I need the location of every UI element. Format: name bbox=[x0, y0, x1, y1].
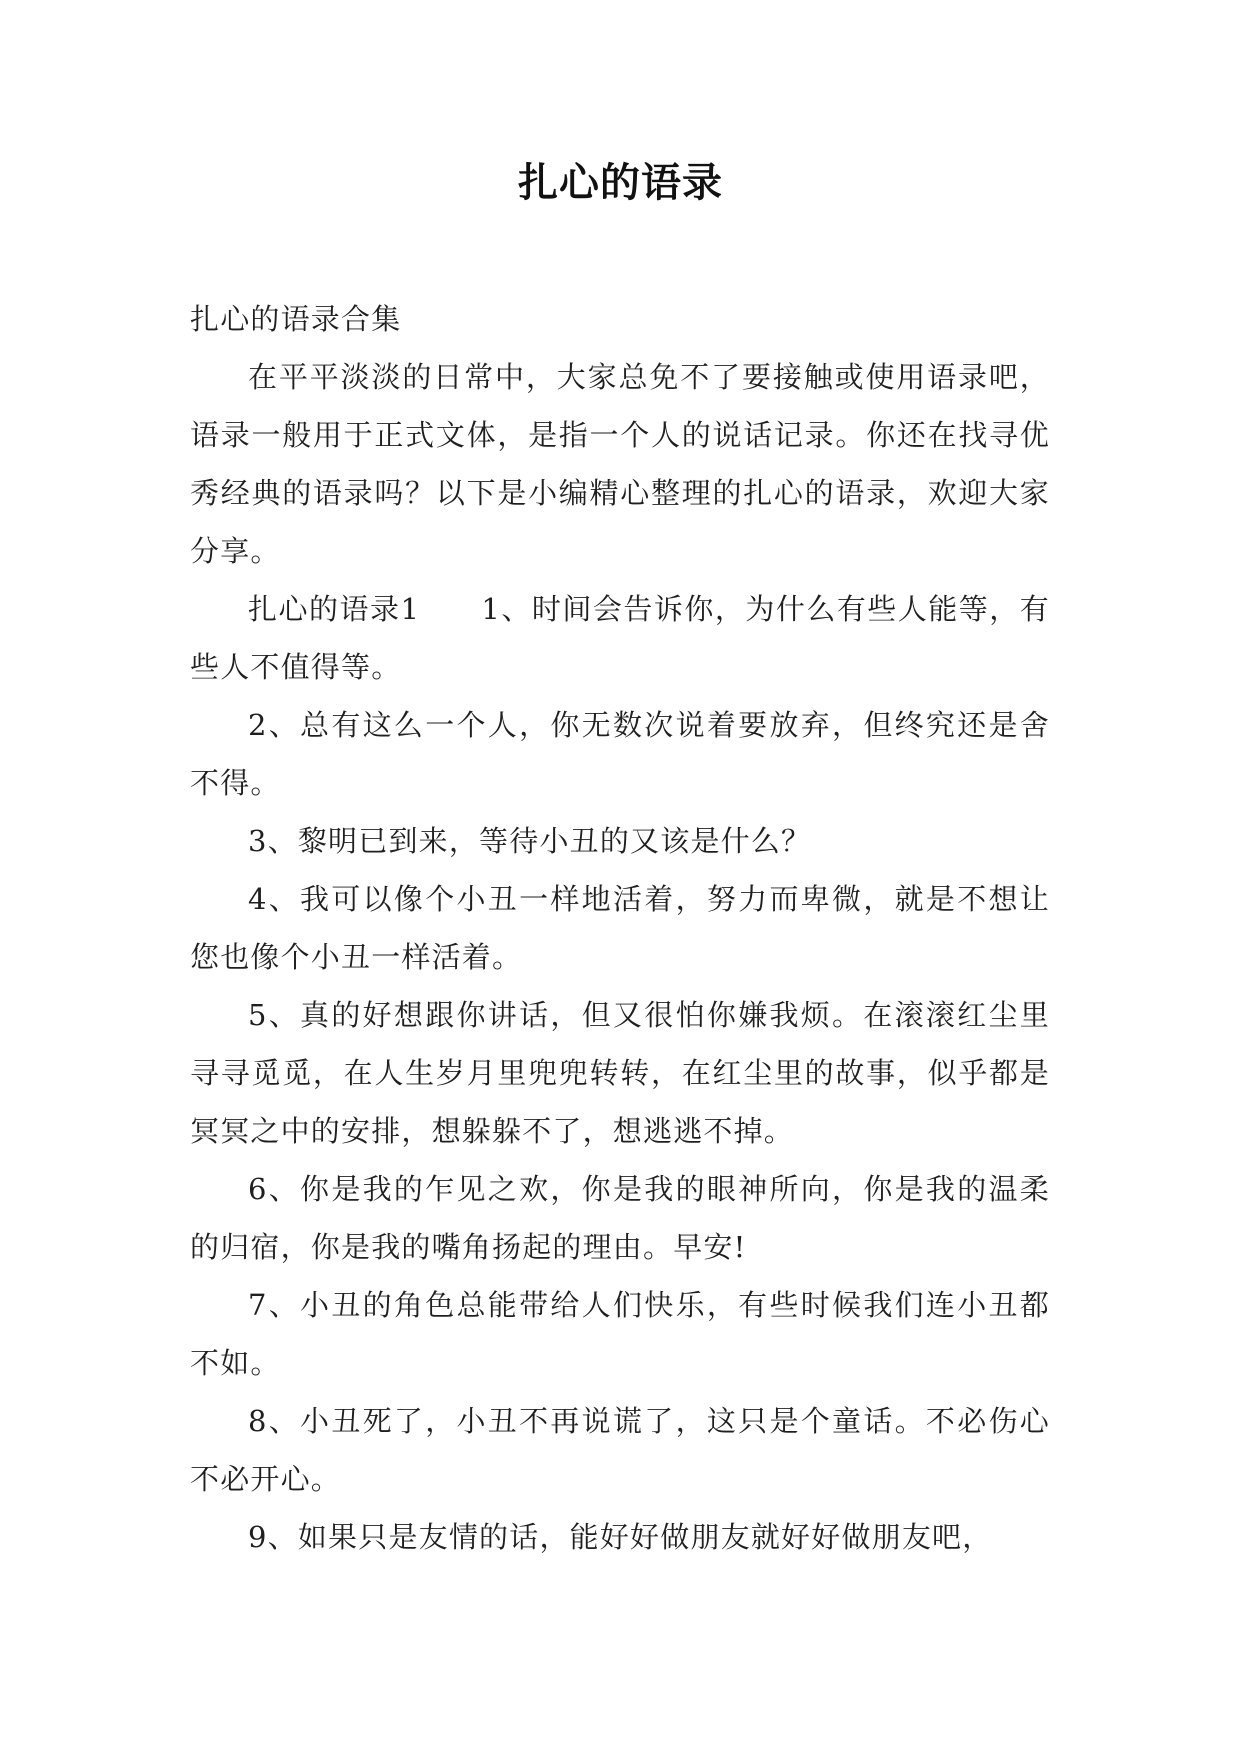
paragraph-quote-2: 2、总有这么一个人，你无数次说着要放弃，但终究还是舍不得。 bbox=[190, 708, 1050, 800]
paragraph-quote-6: 6、你是我的乍见之欢，你是我的眼神所向，你是我的温柔的归宿，你是我的嘴角扬起的理由。早安! bbox=[190, 1172, 1050, 1264]
document-body bbox=[190, 290, 1050, 1566]
paragraph-quote-5: 5、真的好想跟你讲话，但又很怕你嫌我烦。在滚滚红尘里寻寻觅觅，在人生岁月里兜兜转转，在红尘里的故事，似乎都是冥冥之中的安排，想躲躲不了，想逃逃不掉。 bbox=[190, 998, 1050, 1148]
paragraph-quote-3: 3、黎明已到来，等待小丑的又该是什么？ bbox=[248, 824, 812, 858]
paragraph-quote-4: 4、我可以像个小丑一样地活着，努力而卑微，就是不想让您也像个小丑一样活着。 bbox=[190, 882, 1050, 974]
paragraph-quote-8: 8、小丑死了，小丑不再说谎了，这只是个童话。不必伤心不必开心。 bbox=[190, 1404, 1050, 1496]
paragraph-quote-1: 扎心的语录1 1、时间会告诉你，为什么有些人能等，有些人不值得等。 bbox=[190, 592, 1050, 684]
paragraph-quote-9: 9、如果只是友情的话，能好好做朋友就好好做朋友吧， bbox=[248, 1520, 993, 1554]
paragraph-intro: 在平平淡淡的日常中，大家总免不了要接触或使用语录吧，语录一般用于正式文体，是指一个人的说话记录。你还在找寻优秀经典的语录吗？以下是小编精心整理的扎心的语录，欢迎大家分享。 bbox=[190, 360, 1050, 568]
paragraph-quote-7: 7、小丑的角色总能带给人们快乐，有些时候我们连小丑都不如。 bbox=[190, 1288, 1050, 1380]
document-title: 扎心的语录 bbox=[518, 160, 723, 206]
paragraph-subtitle: 扎心的语录合集 bbox=[190, 302, 402, 336]
